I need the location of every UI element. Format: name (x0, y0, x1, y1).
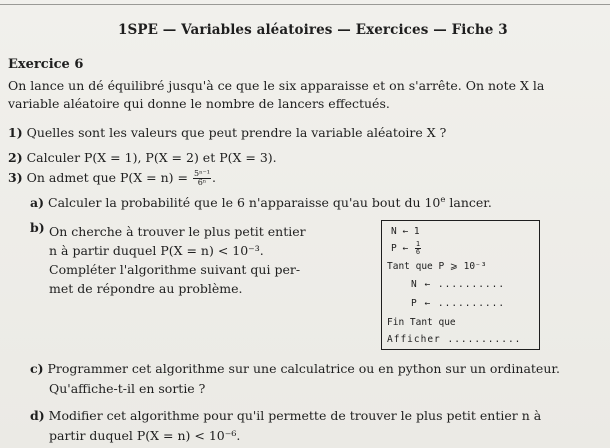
question-d-line-2: partir duquel P(X = n) < 10⁻⁶. (49, 428, 241, 443)
question-a-tail: lancer. (445, 195, 492, 211)
question-2 (8, 150, 277, 165)
algorithm-box (381, 220, 540, 350)
question-3 (8, 170, 216, 187)
question-c-line-1: Programmer cet algorithme sur une calculatrice ou en python sur un ordinateur. (47, 361, 560, 376)
question-3-period: . (211, 170, 216, 185)
question-d-label: d) (30, 408, 45, 423)
question-b-label: b) (30, 220, 45, 235)
question-c-label: c) (30, 361, 44, 376)
intro-line-1: On lance un dé équilibré jusqu'à ce que le six apparaisse et on s'arrête. On note X la (8, 78, 545, 93)
question-3-number: 3) (8, 170, 23, 185)
page-title: 1SPE — Variables aléatoires — Exercices — Fiche 3 (118, 22, 508, 38)
algo-line-4: N ← .......... (411, 279, 506, 290)
question-c-line-2: Qu'affiche-t-il en sortie ? (49, 381, 206, 396)
algo-line-6: Fin Tant que (387, 317, 456, 328)
question-1-number: 1) (8, 125, 23, 140)
question-a-label: a) (30, 195, 45, 211)
algo-line-1: N ← 1 (391, 226, 420, 237)
fraction-denominator: 6ⁿ (197, 178, 207, 187)
question-b-line-1: On cherche à trouver le plus petit entier (49, 224, 306, 239)
question-3-text: On admet que P(X = n) = (26, 170, 188, 185)
question-a-sup: e (440, 195, 446, 205)
question-c (30, 361, 560, 376)
question-a (30, 195, 492, 210)
algo-line-7: Afficher ........... (387, 334, 522, 345)
exercise-heading: Exercice 6 (8, 57, 84, 72)
algo-line-5: P ← .......... (411, 298, 506, 309)
question-1 (8, 125, 446, 140)
algo-fraction-num: 1 (415, 240, 421, 248)
algo-line-2 (391, 241, 422, 256)
question-b-line-3: Compléter l'algorithme suivant qui per- (49, 262, 301, 277)
algo-fraction-den: 6 (415, 248, 421, 256)
algo-fraction (415, 241, 421, 256)
question-a-text: Calculer la probabilité que le 6 n'apparaisse qu'au bout du 10 (48, 195, 441, 211)
algo-line-2-prefix: P ← (391, 243, 409, 254)
question-d-line-1: Modifier cet algorithme pour qu'il permette de trouver le plus petit entier n à (48, 408, 542, 423)
intro-line-2: variable aléatoire qui donne le nombre de lancers effectués. (8, 96, 390, 111)
question-1-text: Quelles sont les valeurs que peut prendre la variable aléatoire X ? (26, 125, 447, 140)
question-d (30, 408, 541, 423)
algo-line-3: Tant que P ⩾ 10⁻³ (387, 261, 487, 272)
question-b-line-2: n à partir duquel P(X = n) < 10⁻³. (49, 243, 264, 258)
question-2-number: 2) (8, 150, 23, 165)
top-rule (0, 4, 610, 5)
fraction-numerator: 5ⁿ⁻¹ (193, 169, 210, 178)
question-3-fraction (193, 170, 211, 187)
question-2-text: Calculer P(X = 1), P(X = 2) et P(X = 3). (26, 150, 277, 165)
question-b-line-4: met de répondre au problème. (49, 281, 243, 296)
